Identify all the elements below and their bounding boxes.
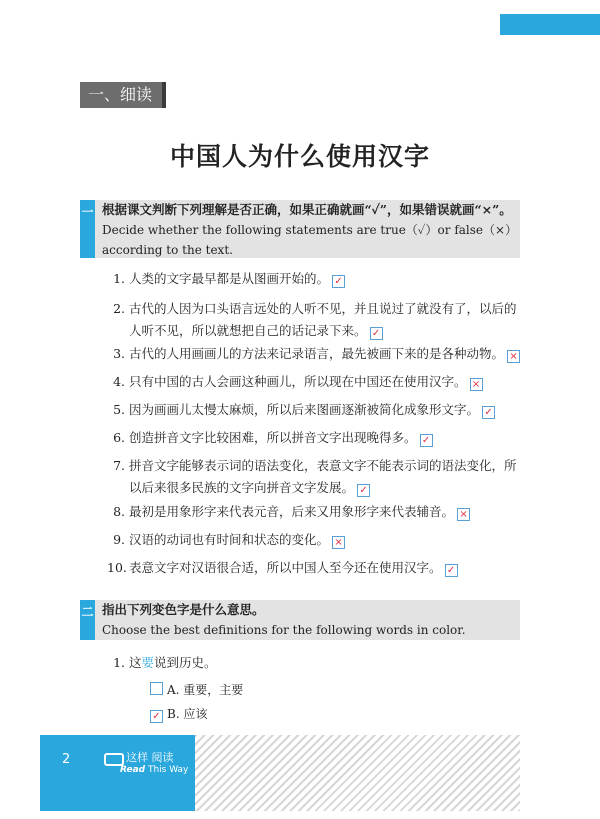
option-b-checkbox[interactable]: ✓: [150, 710, 163, 723]
answer-checkbox[interactable]: ✓: [332, 275, 345, 288]
brand-name-en: [120, 765, 188, 775]
item-text: 表意文字对汉语很合适，所以中国人至今还在使用汉字。: [129, 560, 442, 575]
item-text: 因为画画儿太慢太麻烦，所以后来图画逐渐被简化成象形文字。: [129, 402, 480, 417]
list-item: [107, 427, 527, 449]
exercise-2-instruction: [80, 600, 520, 640]
option-b-label: B. 应该: [167, 707, 208, 721]
item-text: 最初是用象形字来代表元音，后来又用象形字来代表辅音。: [129, 504, 455, 519]
list-item: [107, 298, 527, 342]
option-b[interactable]: [150, 704, 243, 724]
item-text: 拼音文字能够表示词的语法变化，表意文字不能表示词的语法变化，所以后来很多民族的文字向拼音文字发展。: [129, 458, 517, 495]
answer-checkbox[interactable]: ✓: [370, 327, 383, 340]
item-number: 2.: [113, 301, 125, 316]
brand-name-zh: 这样 阅读: [126, 751, 174, 764]
item-text: 创造拼音文字比较困难，所以拼音文字出现晚得多。: [129, 430, 417, 445]
option-a-label: A. 重要，主要: [167, 683, 244, 697]
section-tag: 一、细读: [80, 82, 166, 108]
list-item: [107, 455, 527, 499]
exercise-1-instruction: [80, 200, 520, 258]
exercise-2-number-bar: [80, 600, 95, 640]
brand-en-bold: Read: [120, 765, 146, 775]
answer-checkbox[interactable]: ×: [470, 378, 483, 391]
answer-options: [150, 680, 243, 728]
answer-checkbox[interactable]: ×: [457, 508, 470, 521]
question-text-before: 这: [129, 655, 142, 670]
page-number: 2: [62, 752, 71, 767]
item-text: 古代的人用画画儿的方法来记录语言，最先被画下来的是各种动物。: [129, 346, 505, 361]
question-text-after: 说到历史。: [154, 655, 217, 670]
answer-checkbox[interactable]: ×: [332, 536, 345, 549]
item-text: 古代的人因为口头语言远处的人听不见，并且说过了就没有了，以后的人听不见，所以就想把自己的话记录下来。: [129, 301, 517, 338]
page-title: 中国人为什么使用汉字: [169, 142, 430, 171]
answer-checkbox[interactable]: ✓: [357, 484, 370, 497]
corner-tab-decoration: [500, 14, 600, 35]
colored-word: 要: [141, 655, 155, 670]
exercise-2-instruction-en: Choose the best definitions for the following words in color.: [102, 623, 466, 637]
exercise-1-number: 一: [81, 205, 94, 219]
answer-checkbox[interactable]: ✓: [445, 564, 458, 577]
page-footer: [40, 735, 520, 811]
list-item: [107, 343, 527, 365]
option-a-checkbox[interactable]: [150, 682, 163, 695]
list-item: [107, 268, 527, 290]
list-item: [107, 399, 527, 421]
item-number: 1.: [113, 271, 125, 286]
item-number: 3.: [113, 346, 125, 361]
list-item: [107, 652, 527, 674]
item-text: 汉语的动词也有时间和状态的变化。: [129, 532, 330, 547]
item-text: 只有中国的古人会画这种画儿，所以现在中国还在使用汉字。: [129, 374, 467, 389]
item-number: 5.: [113, 402, 125, 417]
item-number: 8.: [113, 504, 125, 519]
exercise-1-instruction-zh: 根据课文判断下列理解是否正确，如果正确就画“✓”，如果错误就画“×”。: [102, 202, 512, 217]
item-number: 7.: [113, 458, 125, 473]
exercise-2-number: 二: [81, 605, 94, 619]
footer-stripes: [195, 735, 520, 811]
brand-en-rest: This Way: [145, 765, 189, 775]
list-item: [107, 501, 527, 523]
answer-checkbox[interactable]: ×: [507, 350, 520, 363]
exercise-2-instruction-zh: 指出下列变色字是什么意思。: [102, 602, 265, 617]
item-number: 1.: [113, 655, 125, 670]
answer-checkbox[interactable]: ✓: [482, 406, 495, 419]
list-item: [107, 557, 527, 579]
item-number: 4.: [113, 374, 125, 389]
exercise-1-instruction-en: Decide whether the following statements are true（✓）or false（×）according to the text.: [102, 223, 512, 257]
answer-checkbox[interactable]: ✓: [420, 434, 433, 447]
item-number: 6.: [113, 430, 125, 445]
list-item: [107, 371, 527, 393]
list-item: [107, 529, 527, 551]
item-number: 9.: [113, 532, 125, 547]
exercise-1-number-bar: [80, 200, 95, 258]
option-a[interactable]: [150, 680, 243, 700]
item-number: 10.: [107, 560, 127, 575]
item-text: 人类的文字最早都是从图画开始的。: [129, 271, 330, 286]
